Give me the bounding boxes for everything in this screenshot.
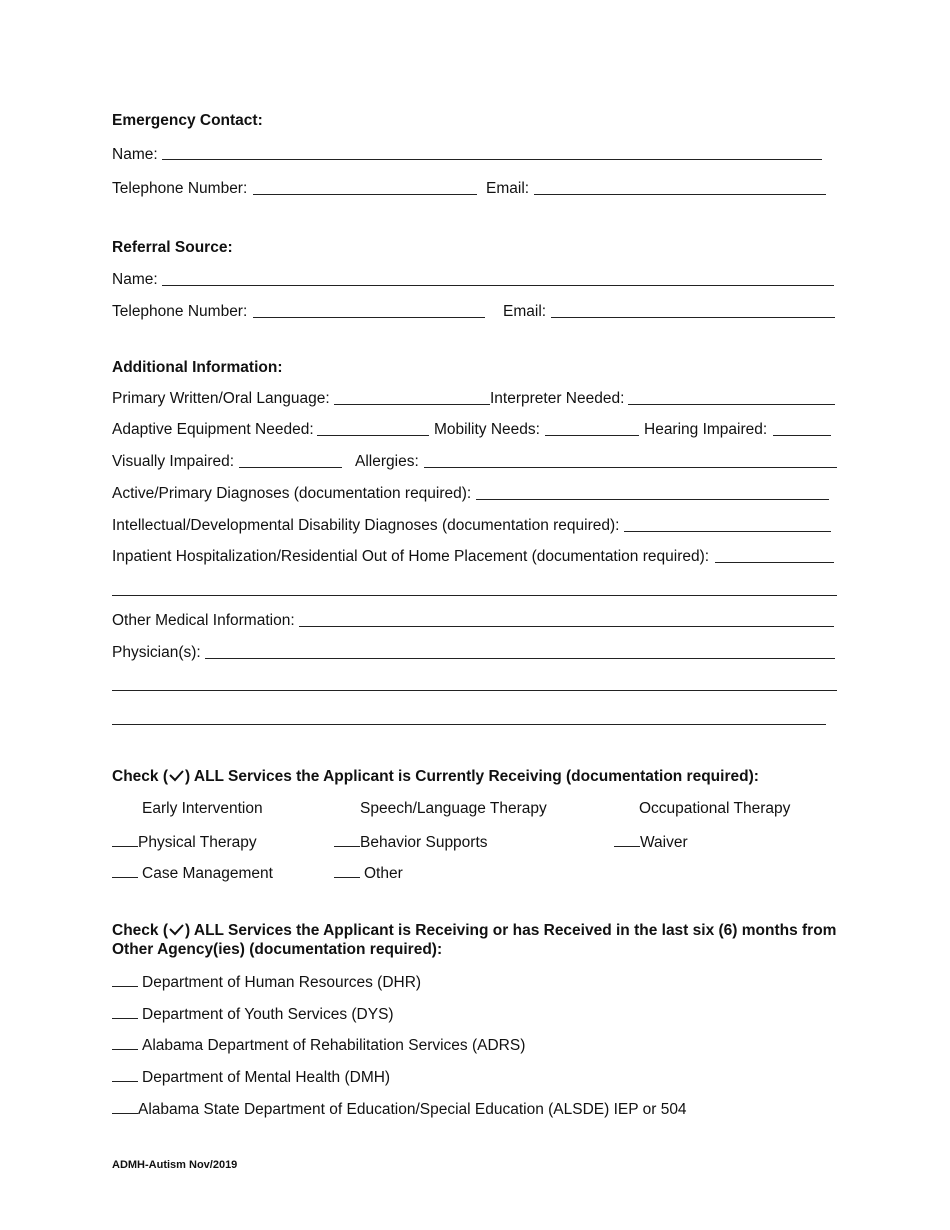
primary-diagnoses-label: Active/Primary Diagnoses (documentation required): xyxy=(112,485,472,502)
mobility-needs-field[interactable] xyxy=(545,435,639,436)
other-agency-services-heading xyxy=(112,921,842,959)
other-agency-heading-prefix: Check ( xyxy=(112,922,168,939)
physicians-label: Physician(s): xyxy=(112,644,201,661)
service-early-intervention[interactable] xyxy=(142,800,263,818)
interpreter-needed-field[interactable] xyxy=(628,404,835,405)
checkbox-blank[interactable] xyxy=(334,863,360,878)
agency-alsde-label: Alabama State Department of Education/Special Education (ALSDE) IEP or 504 xyxy=(138,1101,687,1118)
emergency-phone-label: Telephone Number: xyxy=(112,180,248,197)
checkbox-blank[interactable] xyxy=(112,1035,138,1050)
current-services-heading-suffix: ) ALL Services the Applicant is Currently Receiving (documentation required): xyxy=(185,768,759,785)
agency-alsde[interactable] xyxy=(112,1099,687,1119)
checkmark-icon xyxy=(168,768,185,783)
checkbox-blank[interactable] xyxy=(614,832,640,847)
physicians-line-3[interactable] xyxy=(112,724,826,725)
other-agency-heading-suffix: ) ALL Services the Applicant is Receiving or has Received in the last six (6) months from Other Agency(ies) (documentation required): xyxy=(112,922,837,958)
emergency-email-label: Email: xyxy=(486,180,530,197)
agency-dmh-label: Department of Mental Health (DMH) xyxy=(142,1069,391,1086)
inpatient-label: Inpatient Hospitalization/Residential Out of Home Placement (documentation required): xyxy=(112,548,710,565)
referral-name-label: Name: xyxy=(112,271,158,288)
checkbox-blank[interactable] xyxy=(112,1099,138,1114)
current-services-heading-prefix: Check ( xyxy=(112,768,168,785)
inpatient-field[interactable] xyxy=(715,562,834,563)
service-waiver[interactable] xyxy=(614,832,688,852)
visually-impaired-field[interactable] xyxy=(239,467,342,468)
physicians-line-2[interactable] xyxy=(112,690,837,691)
service-physical-therapy[interactable] xyxy=(112,832,257,852)
primary-language-label: Primary Written/Oral Language: xyxy=(112,390,330,407)
referral-phone-label: Telephone Number: xyxy=(112,303,248,320)
allergies-label: Allergies: xyxy=(355,453,419,470)
checkbox-blank[interactable] xyxy=(112,1004,138,1019)
service-occupational-therapy[interactable] xyxy=(639,800,790,818)
service-early-intervention-label: Early Intervention xyxy=(142,800,263,817)
inpatient-continuation-line[interactable] xyxy=(112,595,837,596)
checkbox-blank[interactable] xyxy=(112,832,138,847)
emergency-name-field[interactable] xyxy=(162,159,822,160)
agency-dhr[interactable] xyxy=(112,972,421,992)
agency-dmh[interactable] xyxy=(112,1067,390,1087)
primary-diagnoses-field[interactable] xyxy=(476,499,829,500)
agency-dys-label: Department of Youth Services (DYS) xyxy=(142,1006,394,1023)
footer-form-id: ADMH-Autism Nov/2019 xyxy=(112,1159,238,1171)
other-medical-field[interactable] xyxy=(299,626,834,627)
service-behavior-supports-label: Behavior Supports xyxy=(360,834,488,851)
idd-diagnoses-label: Intellectual/Developmental Disability Diagnoses (documentation required): xyxy=(112,517,620,534)
current-services-heading xyxy=(112,768,759,786)
physicians-field[interactable] xyxy=(205,658,835,659)
checkbox-blank[interactable] xyxy=(112,972,138,987)
referral-email-field[interactable] xyxy=(551,317,835,318)
checkbox-blank[interactable] xyxy=(334,832,360,847)
visually-impaired-label: Visually Impaired: xyxy=(112,453,235,470)
adaptive-equipment-label: Adaptive Equipment Needed: xyxy=(112,421,314,438)
service-speech-language-label: Speech/Language Therapy xyxy=(360,800,547,817)
mobility-needs-label: Mobility Needs: xyxy=(434,421,540,438)
service-case-management[interactable] xyxy=(112,863,273,883)
service-other-label: Other xyxy=(364,865,403,882)
service-physical-therapy-label: Physical Therapy xyxy=(138,834,257,851)
referral-source-heading: Referral Source: xyxy=(112,239,233,256)
referral-name-field[interactable] xyxy=(162,285,834,286)
service-other[interactable] xyxy=(334,863,403,883)
interpreter-needed-label: Interpreter Needed: xyxy=(490,390,625,407)
other-medical-label: Other Medical Information: xyxy=(112,612,295,629)
checkmark-icon xyxy=(168,922,185,937)
service-occupational-therapy-label: Occupational Therapy xyxy=(639,800,791,817)
agency-dys[interactable] xyxy=(112,1004,394,1024)
emergency-email-field[interactable] xyxy=(534,194,826,195)
hearing-impaired-field[interactable] xyxy=(773,435,831,436)
idd-diagnoses-field[interactable] xyxy=(624,531,831,532)
emergency-phone-field[interactable] xyxy=(253,194,477,195)
service-waiver-label: Waiver xyxy=(640,834,688,851)
service-case-management-label: Case Management xyxy=(142,865,273,882)
checkbox-blank[interactable] xyxy=(112,863,138,878)
allergies-field[interactable] xyxy=(424,467,837,468)
service-behavior-supports[interactable] xyxy=(334,832,488,852)
agency-adrs[interactable] xyxy=(112,1035,525,1055)
agency-adrs-label: Alabama Department of Rehabilitation Services (ADRS) xyxy=(142,1037,526,1054)
agency-dhr-label: Department of Human Resources (DHR) xyxy=(142,974,422,991)
primary-language-field[interactable] xyxy=(334,404,490,405)
checkbox-blank[interactable] xyxy=(112,1067,138,1082)
adaptive-equipment-field[interactable] xyxy=(317,435,429,436)
emergency-name-label: Name: xyxy=(112,146,158,163)
service-speech-language[interactable] xyxy=(360,800,547,818)
emergency-contact-heading: Emergency Contact: xyxy=(112,112,263,129)
referral-phone-field[interactable] xyxy=(253,317,485,318)
hearing-impaired-label: Hearing Impaired: xyxy=(644,421,768,438)
additional-information-heading: Additional Information: xyxy=(112,359,283,376)
referral-email-label: Email: xyxy=(503,303,547,320)
